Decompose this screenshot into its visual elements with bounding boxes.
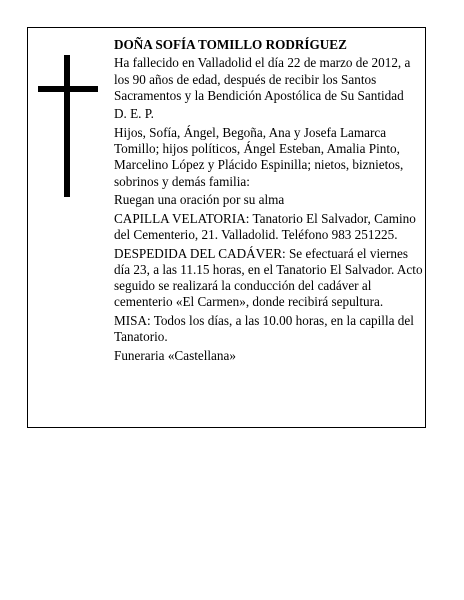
deceased-name: DOÑA SOFÍA TOMILLO RODRÍGUEZ [114,37,347,52]
cross-icon [38,55,98,197]
farewell-info: DESPEDIDA DEL CADÁVER: Se efectuará el viernes día 23, a las 11.15 horas, en el Tanatorio El Salvador. Acto seguido se realizará la conducción del cadáver al cementerio «El Carmen», donde recibirá sepultura. [114,245,423,310]
obituary-text [114,37,424,366]
chapel-info: CAPILLA VELATORIA: Tanatorio El Salvador, Camino del Cementerio, 21. Valladolid. Teléfono 983 251225. [114,210,416,243]
funeral-home: Funeraria «Castellana» [114,347,236,363]
family-list: Hijos, Sofía, Ángel, Begoña, Ana y Josefa Lamarca Tomillo; hijos políticos, Ángel Esteban, Amalia Pinto, Marcelino López y Plácido Espinilla; nietos, biznietos, sobrinos y demás familia: [114,124,404,189]
cross-horizontal-bar [38,86,98,92]
mass-info: MISA: Todos los días, a las 10.00 horas, en la capilla del Tanatorio. [114,312,414,345]
rest-in-peace: D. E. P. [114,106,154,122]
cross-vertical-bar [64,55,70,197]
prayer-request: Ruegan una oración por su alma [114,192,285,208]
death-announcement: Ha fallecido en Valladolid el día 22 de marzo de 2012, a los 90 años de edad, después de recibir los Santos Sacramentos y la Bendición Apostólica de Su Santidad [114,55,411,103]
